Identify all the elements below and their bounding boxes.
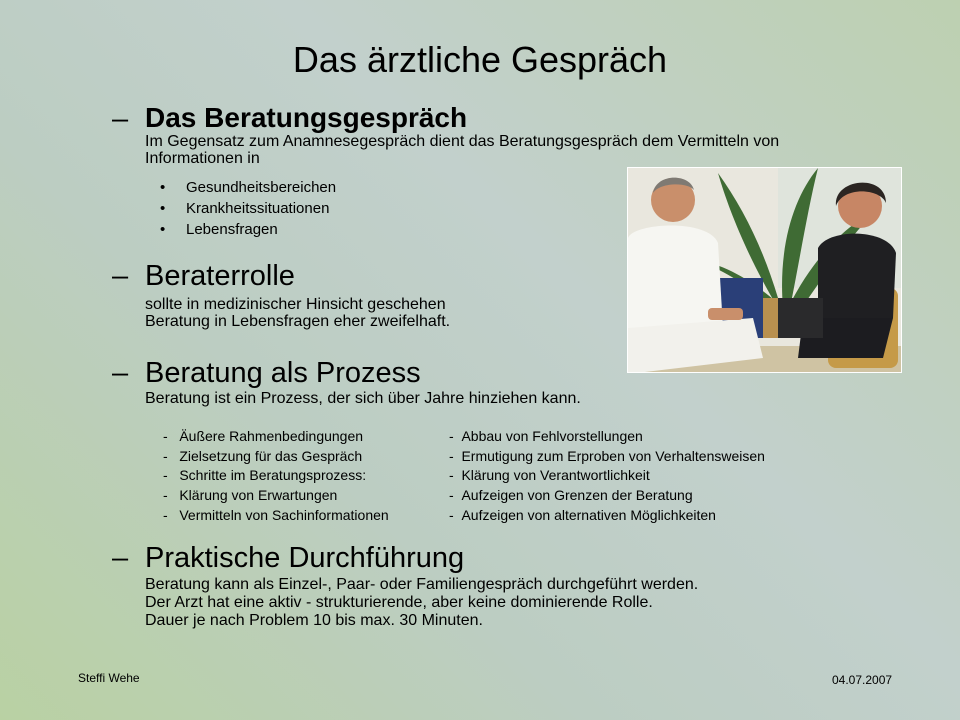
footer-author: Steffi Wehe (78, 671, 140, 685)
process-left-list (163, 427, 389, 526)
dash-marker: – (112, 103, 129, 135)
consultation-photo (627, 167, 902, 373)
list-item: - Aufzeigen von alternativen Möglichkeiten (449, 506, 716, 523)
dash-marker: – (112, 260, 129, 292)
text-beratungsgespraech-2: Informationen in (145, 150, 260, 167)
list-item: - Zielsetzung für das Gespräch (163, 447, 363, 464)
list-item: • Lebensfragen (160, 221, 278, 238)
list-item: - Abbau von Fehlvorstellungen (449, 428, 643, 444)
text-beraterrolle-1: sollte in medizinischer Hinsicht geschehen (145, 296, 446, 313)
list-item: - Klärung von Erwartungen (163, 487, 338, 504)
heading-durchfuehrung: Praktische Durchführung (145, 542, 465, 574)
heading-prozess: Beratung als Prozess (145, 357, 421, 389)
text-prozess: Beratung ist ein Prozess, der sich über Jahre hinziehen kann. (145, 390, 581, 407)
footer-date: 04.07.2007 (832, 673, 893, 687)
text-beratungsgespraech-1: Im Gegensatz zum Anamnesegespräch dient das Beratungsgespräch dem Vermitteln von (145, 133, 780, 150)
slide-title: Das ärztliche Gespräch (292, 39, 668, 80)
text-durchfuehrung-1: Beratung kann als Einzel-, Paar- oder Familiengespräch durchgeführt werden. (145, 576, 699, 593)
list-item: • Gesundheitsbereichen (160, 179, 337, 196)
heading-beraterrolle: Beraterrolle (145, 260, 295, 292)
list-item: - Ermutigung zum Erproben von Verhaltensweisen (449, 447, 765, 464)
list-item: - Klärung von Verantwortlichkeit (449, 467, 650, 484)
bullet-list (160, 177, 336, 240)
list-item: - Schritte im Beratungsprozess: (163, 467, 367, 484)
list-item: - Äußere Rahmenbedingungen (163, 428, 364, 444)
heading-beratungsgespraech: Das Beratungsgespräch (145, 102, 468, 133)
list-item: - Aufzeigen von Grenzen der Beratung (449, 487, 693, 504)
text-durchfuehrung-3: Dauer je nach Problem 10 bis max. 30 Minuten. (145, 612, 483, 629)
list-item: • Krankheitssituationen (160, 200, 330, 217)
dash-marker: – (112, 542, 129, 574)
text-beraterrolle-2: Beratung in Lebensfragen eher zweifelhaft. (145, 313, 451, 330)
list-item: - Vermitteln von Sachinformationen (163, 506, 389, 523)
text-durchfuehrung-2: Der Arzt hat eine aktiv - strukturierende, aber keine dominierende Rolle. (145, 594, 653, 611)
process-right-list (449, 427, 765, 526)
dash-marker: – (112, 357, 129, 389)
